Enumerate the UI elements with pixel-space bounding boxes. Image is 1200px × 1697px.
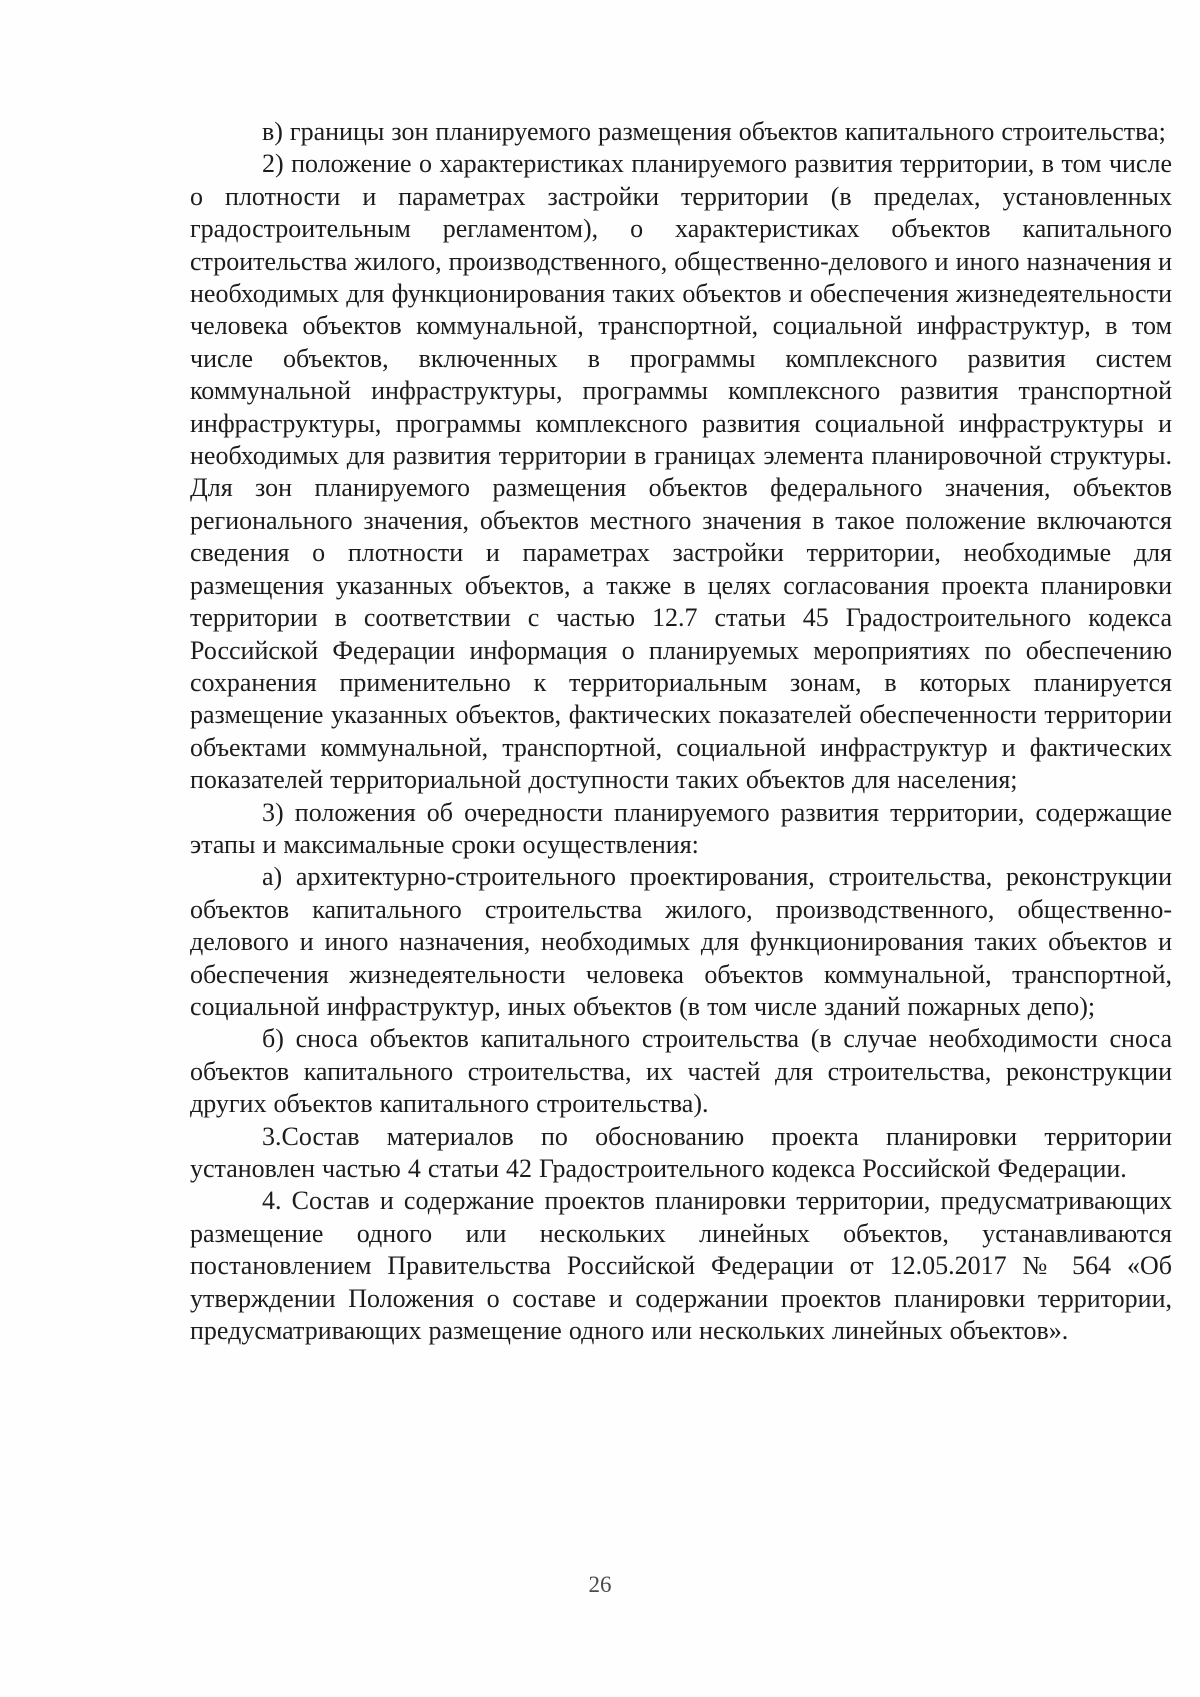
page-number: 26: [588, 1572, 612, 1597]
document-body: [190, 116, 1172, 1347]
paragraph-b-demolition: б) сноса объектов капитального строительства (в случае необходимости сноса объектов капитального строительства, их частей для строительства, реконструкции других объектов капитального строительства).: [190, 1024, 1172, 1119]
paragraph-a-construction: а) архитектурно-строительного проектирования, строительства, реконструкции объектов капитального строительства жилого, производственного, общественно-делового и иного назначения, необходимых для функционирования таких объектов и обеспечения жизнедеятельности человека объектов коммунальной, транспортной, социальной инфраструктур, иных объектов (в том числе зданий пожарных депо);: [190, 862, 1172, 1021]
paragraph-2-territory-development: 2) положение о характеристиках планируемого развития территории, в том числе о плотности и параметрах застройки территории (в пределах, установленных градостроительным регламентом), о характеристиках объектов капитального строительства жилого, производственного, общественно-делового и иного назначения и необходимых для функционирования таких объектов и обеспечения жизнедеятельности человека объектов коммунальной, транспортной, социальной инфраструктур, в том числе объектов, включенных в программы комплексного развития систем коммунальной инфраструктуры, программы комплексного развития транспортной инфраструктуры, программы комплексного развития социальной инфраструктуры и необходимых для развития территории в границах элемента планировочной структуры. Для зон планируемого размещения объектов федерального значения, объектов регионального значения, объектов местного значения в такое положение включаются сведения о плотности и параметрах застройки территории, необходимые для размещения указанных объектов, а также в целях согласования проекта планировки территории в соответствии с частью 12.7 статьи 45 Градостроительного кодекса Российской Федерации информация о планируемых мероприятиях по обеспечению сохранения применительно к территориальным зонам, в которых планируется размещение указанных объектов, фактических показателей обеспеченности территории объектами коммунальной, транспортной, социальной инфраструктур и фактических показателей территориальной доступности таких объектов для населения;: [190, 149, 1172, 795]
paragraph-3-development-stages: 3) положения об очередности планируемого развития территории, содержащие этапы и максимальные сроки осуществления:: [190, 797, 1172, 859]
paragraph-section-3-justification: 3.Состав материалов по обоснованию проекта планировки территории установлен частью 4 статьи 42 Градостроительного кодекса Российской Федерации.: [190, 1121, 1172, 1183]
paragraph-section-4-linear-objects: 4. Состав и содержание проектов планировки территории, предусматривающих размещение одного или нескольких линейных объектов, устанавливаются постановлением Правительства Российской Федерации от 12.05.2017 № 564 «Об утверждении Положения о составе и содержании проектов планировки территории, предусматривающих размещение одного или нескольких линейных объектов».: [190, 1186, 1172, 1346]
paragraph-item-v-zone-boundaries: в) границы зон планируемого размещения объектов капитального строительства;: [262, 117, 1166, 146]
